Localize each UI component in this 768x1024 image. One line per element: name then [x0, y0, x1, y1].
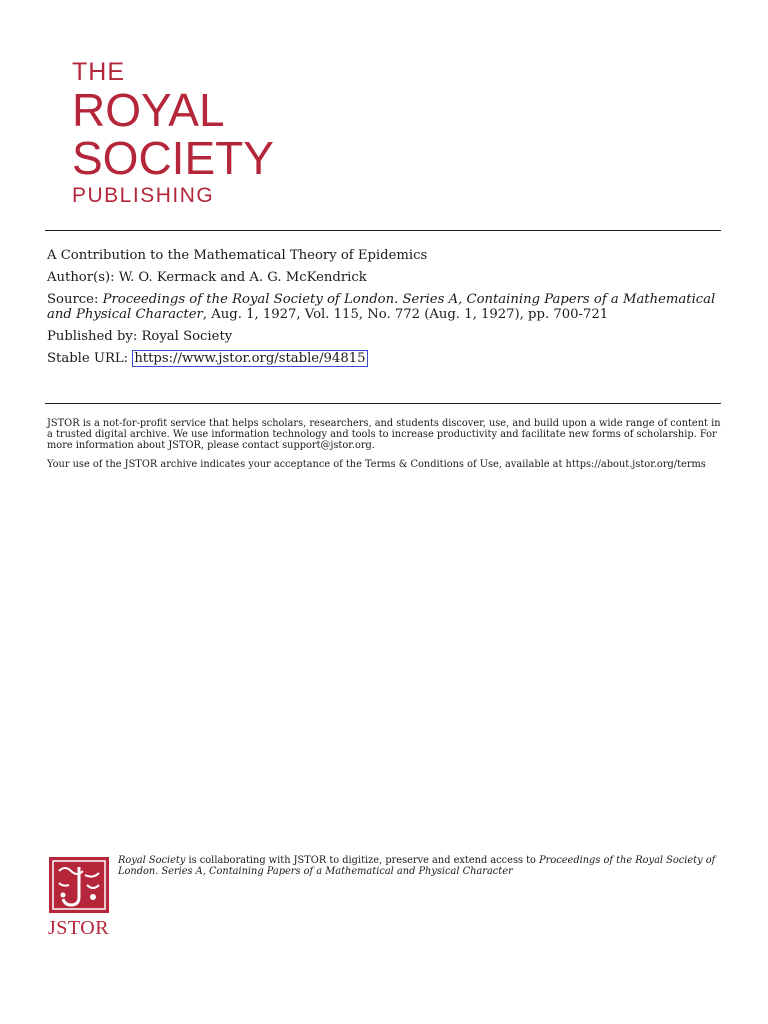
logo-line-publishing: PUBLISHING: [72, 184, 215, 207]
jstor-notice: [47, 418, 727, 478]
article-publisher: [47, 329, 719, 344]
source-journal: Proceedings of the Royal Society of London. Series A, Containing Papers of a Mathematical and Physical Character: [47, 292, 716, 322]
authors-value: W. O. Kermack and A. G. McKendrick: [118, 270, 367, 285]
notice-paragraph-1: JSTOR is a not-for-profit service that helps scholars, researchers, and students discover, use, and build upon a wide range of content in a trusted digital archive. We use information technology and tools to increase productivity and facilitate new forms of scholarship. For more information about JSTOR, please contact support@jstor.org.: [47, 418, 721, 451]
article-authors: [47, 270, 719, 285]
article-stable-url: [47, 351, 719, 366]
footer-collaboration-text: [118, 855, 718, 877]
royal-society-logo: [72, 60, 274, 206]
publisher-value: Royal Society: [141, 329, 233, 344]
article-source: [47, 292, 719, 322]
stable-url-link[interactable]: https://www.jstor.org/stable/94815: [134, 351, 366, 366]
stable-url-label: Stable URL:: [47, 351, 129, 366]
logo-line-society: SOCIETY: [72, 132, 274, 184]
notice-paragraph-2: Your use of the JSTOR archive indicates your acceptance of the Terms & Conditions of Use, available at https://about.jstor.org/terms: [47, 459, 706, 470]
logo-line-the: THE: [72, 58, 125, 86]
jstor-wordmark: JSTOR: [48, 917, 110, 939]
authors-label: Author(s):: [47, 270, 115, 285]
article-title: A Contribution to the Mathematical Theory of Epidemics: [47, 248, 428, 263]
source-details: , Aug. 1, 1927, Vol. 115, No. 772 (Aug. 1, 1927), pp. 700-721: [202, 307, 609, 322]
publisher-label: Published by:: [47, 329, 138, 344]
source-label: Source:: [47, 292, 99, 307]
middle-divider: [45, 403, 721, 404]
footer-text-middle: is collaborating with JSTOR to digitize, preserve and extend access to: [185, 855, 540, 866]
article-metadata: [47, 248, 719, 373]
footer-journal: Proceedings of the Royal Society of London. Series A, Containing Papers of a Mathematical and Physical Character: [118, 855, 716, 877]
footer-publisher: Royal Society: [118, 855, 186, 866]
logo-line-royal: ROYAL: [72, 84, 225, 136]
top-divider: [45, 230, 721, 231]
jstor-emblem-icon: [49, 857, 109, 913]
